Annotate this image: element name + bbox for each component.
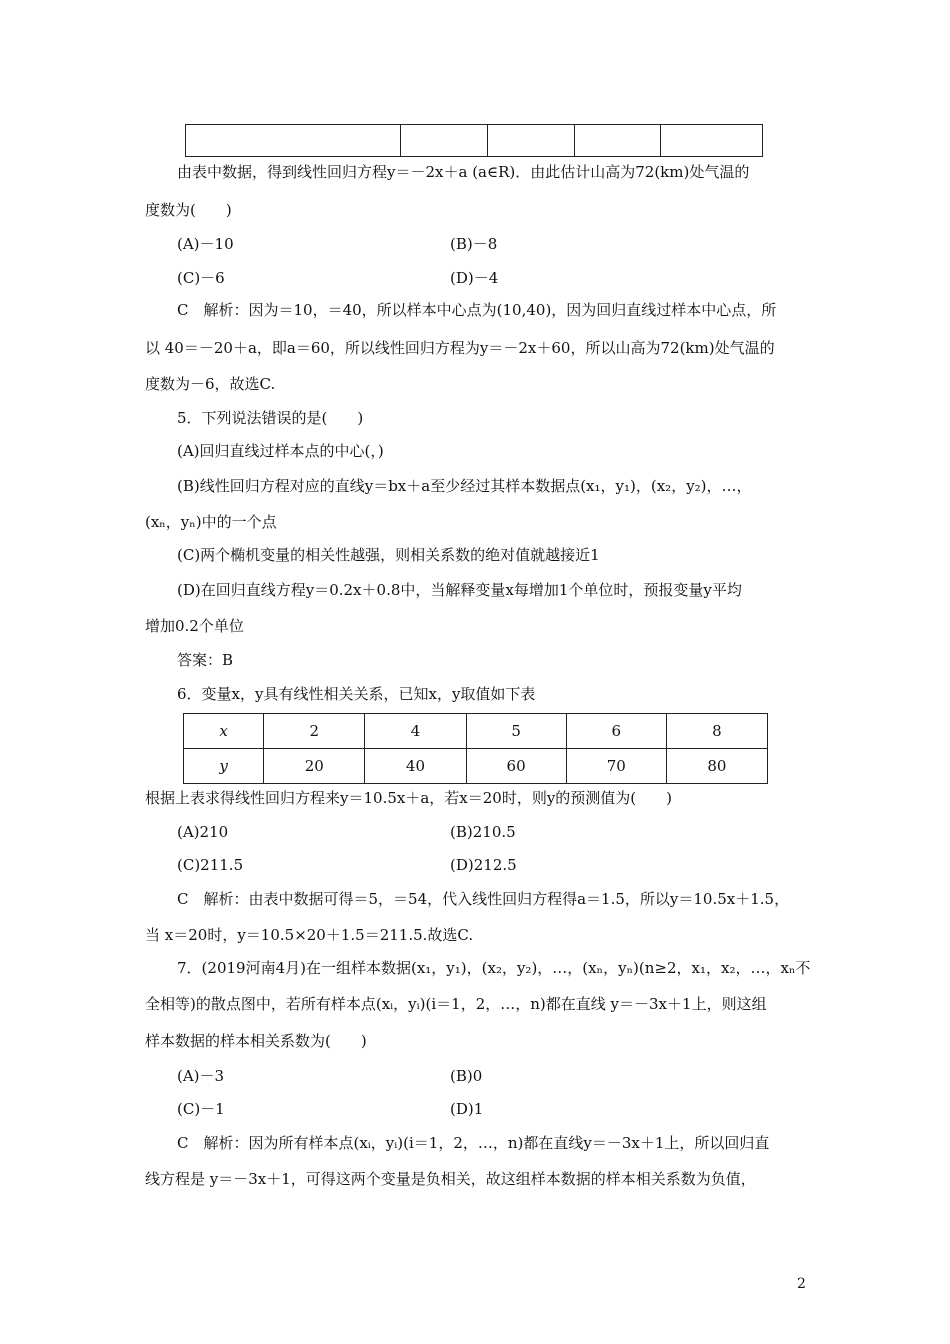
text-line: (D)在回归直线方程y＝0.2x＋0.8中，当解释变量x每增加1个单位时，预报变量y平均 — [177, 581, 742, 599]
text-line: (B)线性回归方程对应的直线y＝bx＋a至少经过其样本数据点(x₁，y₁)，(x₂，y₂)，…， — [177, 477, 752, 495]
table-header-cell: y — [184, 749, 264, 784]
table-cell: 8 — [666, 714, 767, 749]
text-line: C 解析：因为＝10，＝40，所以样本中心点为(10,40)，因为回归直线过样本中心点，所 — [177, 301, 777, 319]
table-cell: 4 — [365, 714, 466, 749]
table-cell — [574, 125, 660, 157]
text-line: 答案：B — [177, 651, 234, 669]
text-line: (C)211.5 — [177, 856, 244, 874]
text-line: (D)1 — [450, 1100, 484, 1118]
text-line: (B)－8 — [450, 235, 498, 253]
text-line: 由表中数据，得到线性回归方程y＝－2x＋a (a∈R)．由此估计山高为72(km)处气温的 — [177, 163, 750, 181]
table-cell: 40 — [365, 749, 466, 784]
text-line: (B)210.5 — [450, 823, 516, 841]
text-line: (A)回归直线过样本点的中心(，) — [177, 442, 384, 460]
text-line: 以 40＝－20＋a，即a＝60，所以线性回归方程为y＝－2x＋60，所以山高为72(km)处气温的 — [145, 339, 775, 357]
text-line: 度数为－6，故选C. — [145, 375, 276, 393]
text-line: C 解析：因为所有样本点(xᵢ，yᵢ)(i＝1，2，…，n)都在直线y＝－3x＋1上，所以回归直 — [177, 1134, 770, 1152]
text-line: (xₙ，yₙ)中的一个点 — [145, 513, 277, 531]
table-header-cell: x — [184, 714, 264, 749]
text-line: (C)－1 — [177, 1100, 225, 1118]
text-line: (D)－4 — [450, 269, 499, 287]
text-line: 全相等)的散点图中，若所有样本点(xᵢ，yᵢ)(i＝1，2，…，n)都在直线 y＝－3x＋1上，则这组 — [145, 995, 767, 1013]
table-cell: 5 — [466, 714, 566, 749]
text-line: 线方程是 y＝－3x＋1，可得这两个变量是负相关，故这组样本数据的样本相关系数为负值， — [145, 1170, 756, 1188]
table-cell: 80 — [666, 749, 767, 784]
table-row — [184, 749, 768, 784]
text-line: 当 x＝20时，y＝10.5×20＋1.5＝211.5.故选C. — [145, 926, 474, 944]
text-line: 7．(2019河南4月)在一组样本数据(x₁，y₁)，(x₂，y₂)，…，(xₙ，yₙ)(n≥2，x₁，x₂，…，xₙ不 — [177, 959, 811, 977]
text-line: 根据上表求得线性回归方程来y＝10.5x＋a，若x＝20时，则y的预测值为( ) — [145, 789, 673, 807]
table-cell — [661, 125, 763, 157]
text-line: (A)－3 — [177, 1067, 225, 1085]
text-line: (A)210 — [177, 823, 229, 841]
text-line: (C)－6 — [177, 269, 225, 287]
table-cell — [186, 125, 401, 157]
text-line: 5．下列说法错误的是( ) — [177, 409, 364, 427]
text-line: C 解析：由表中数据可得＝5，＝54，代入线性回归方程得a＝1.5，所以y＝10.5x＋1.5， — [177, 890, 790, 908]
table-cell: 70 — [566, 749, 666, 784]
xy-value-table — [183, 713, 768, 784]
table-cell: 60 — [466, 749, 566, 784]
text-line: (A)－10 — [177, 235, 234, 253]
table-row — [186, 125, 763, 157]
table-row — [184, 714, 768, 749]
page-number: 2 — [797, 1276, 806, 1292]
table-cell: 20 — [264, 749, 365, 784]
top-table-fragment — [185, 124, 763, 157]
text-line: (B)0 — [450, 1067, 483, 1085]
text-line: (C)两个椭机变量的相关性越强，则相关系数的绝对值就越接近1 — [177, 546, 600, 564]
table-cell: 2 — [264, 714, 365, 749]
text-line: (D)212.5 — [450, 856, 517, 874]
text-line: 度数为( ) — [145, 201, 232, 219]
table-cell — [400, 125, 487, 157]
text-line: 样本数据的样本相关系数为( ) — [145, 1032, 367, 1050]
table-cell — [487, 125, 574, 157]
text-line: 增加0.2个单位 — [145, 617, 244, 635]
table-cell: 6 — [566, 714, 666, 749]
text-line: 6．变量x，y具有线性相关关系，已知x，y取值如下表 — [177, 685, 536, 703]
